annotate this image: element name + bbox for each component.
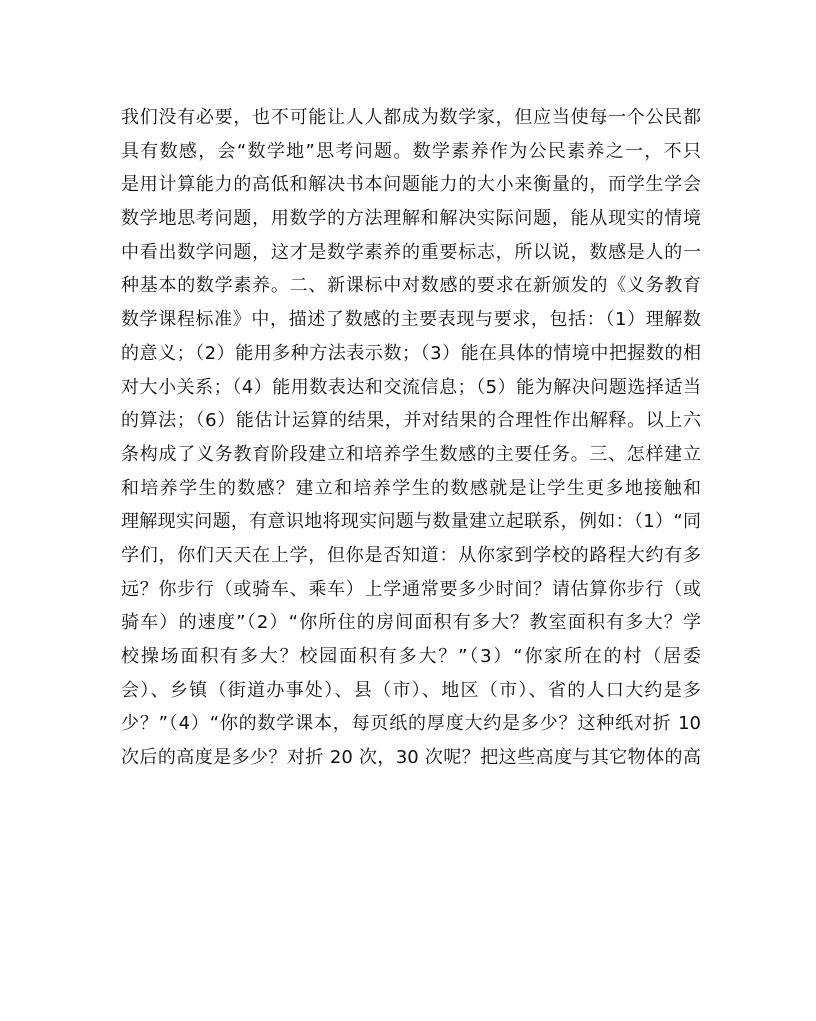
text-line: 的意义；（2）能用多种方法表示数；（3）能在具体的情境中把握数的相 xyxy=(121,342,701,364)
text-line: 条构成了义务教育阶段建立和培养学生数感的主要任务。三、怎样建立 xyxy=(121,443,701,465)
text-line: 种基本的数学素养。二、新课标中对数感的要求在新颁发的《义务教育 xyxy=(121,275,701,297)
text-line: 和培养学生的数感？建立和培养学生的数感就是让学生更多地接触和 xyxy=(121,477,701,499)
text-line: 会）、乡镇（街道办事处）、县（市）、地区（市）、省的人口大约是多 xyxy=(121,679,701,701)
text-line: 校操场面积有多大？校园面积有多大？”（3）“你家所在的村（居委 xyxy=(121,646,701,667)
text-line: 次后的高度是多少？对折 20 次，30 次呢？把这些高度与其它物体的高 xyxy=(121,747,701,769)
text-line: 的算法；（6）能估计运算的结果，并对结果的合理性作出解释。以上六 xyxy=(121,410,701,432)
text-line: 远？你步行（或骑车、乘车）上学通常要多少时间？请估算你步行（或 xyxy=(121,578,701,600)
text-line: 数学地思考问题，用数学的方法理解和解决实际问题，能从现实的情境 xyxy=(121,208,701,230)
text-line: 理解现实问题，有意识地将现实问题与数量建立起联系，例如：（1）“同 xyxy=(121,511,701,533)
text-line: 少？”（4）“你的数学课本，每页纸的厚度大约是多少？这种纸对折 10 xyxy=(121,713,701,735)
body-text xyxy=(121,101,701,775)
text-line: 是用计算能力的高低和解决书本问题能力的大小来衡量的，而学生学会 xyxy=(121,174,701,196)
text-line: 学们，你们天天在上学，但你是否知道：从你家到学校的路程大约有多 xyxy=(121,544,701,566)
text-line: 骑车）的速度”（2）“你所住的房间面积有多大？教室面积有多大？学 xyxy=(121,612,701,634)
text-line: 数学课程标准》中，描述了数感的主要表现与要求，包括：（1）理解数 xyxy=(121,309,701,331)
text-line: 中看出数学问题，这才是数学素养的重要标志，所以说，数感是人的一 xyxy=(121,241,701,263)
text-line: 具有数感，会“数学地”思考问题。数学素养作为公民素养之一，不只 xyxy=(121,140,701,162)
text-line: 我们没有必要，也不可能让人人都成为数学家，但应当使每一个公民都 xyxy=(121,107,701,128)
text-line: 对大小关系；（4）能用数表达和交流信息；（5）能为解决问题选择适当 xyxy=(121,376,701,398)
